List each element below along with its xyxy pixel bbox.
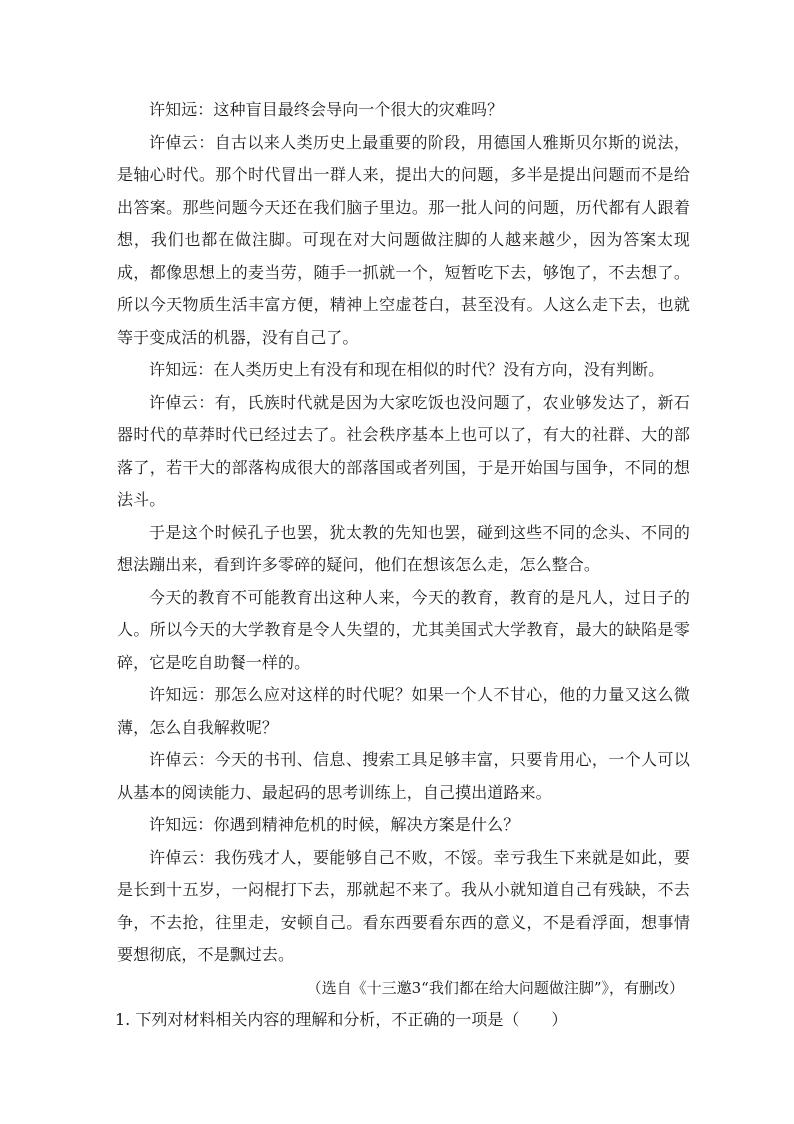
paragraph: 许知远：这种盲目最终会导向一个很大的灾难吗？ <box>149 100 504 119</box>
paragraph: 今天的教育不可能教育出这种人来，今天的教育，教育的是凡人，过日子的人。所以今天的大学教育是令人失望的，尤其美国式大学教育，最大的缺陷是零碎，它是吃自助餐一样的。 <box>117 587 690 672</box>
paragraph: 许倬云：我伤残才人，要能够自己不败，不馁。幸亏我生下来就是如此，要是长到十五岁，一闷棍打下去，那就起不来了。我从小就知道自己有残缺，不去争，不去抢，往里走，安顿自己。看东西要看东西的意义，不是看浮面，想事情要想彻底，不是飘过去。 <box>117 847 690 964</box>
paragraph: 于是这个时候孔子也罢，犹太教的先知也罢，碰到这些不同的念头、不同的想法蹦出来，看到许多零碎的疑问，他们在想该怎么走，怎么整合。 <box>117 522 690 574</box>
paragraph: 许倬云：今天的书刊、信息、搜索工具足够丰富，只要肯用心，一个人可以从基本的阅读能力、最起码的思考训练上，自己摸出道路来。 <box>117 750 690 802</box>
paragraph: 许知远：在人类历史上有没有和现在相似的时代？没有方向，没有判断。 <box>149 360 665 379</box>
question-1: 1. 下列对材料相关内容的理解和分析，不正确的一项是（ ） <box>115 1010 568 1029</box>
paragraph: 许倬云：有，氏族时代就是因为大家吃饭也没问题了，农业够发达了，新石器时代的草莽时代已经过去了。社会秩序基本上也可以了，有大的社群、大的部落了，若干大的部落构成很大的部落国或者列国，于是开始国与国争，不同的想法斗。 <box>117 392 690 509</box>
paragraph: 许知远：那怎么应对这样的时代呢？如果一个人不甘心，他的力量又这么微薄，怎么自我解救呢？ <box>117 685 690 737</box>
paragraph: 许知远：你遇到精神危机的时候，解决方案是什么？ <box>149 815 520 834</box>
paragraph: 许倬云：自古以来人类历史上最重要的阶段，用德国人雅斯贝尔斯的说法，是轴心时代。那个时代冒出一群人来，提出大的问题，多半是提出问题而不是给出答案。那些问题今天还在我们脑子里边。那一批人问的问题，历代都有人跟着想，我们也都在做注脚。可现在对大问题做注脚的人越来越少，因为答案太现成，都像思想上的麦当劳，随手一抓就一个，短暂吃下去，够饱了，不去想了。所以今天物质生活丰富方便，精神上空虚苍白，甚至没有。人这么走下去，也就等于变成活的机器，没有自己了。 <box>117 132 690 347</box>
source-citation: （选自《十三邀3“我们都在给大问题做注脚”》，有删改） <box>306 978 684 997</box>
article-body <box>117 94 690 1037</box>
